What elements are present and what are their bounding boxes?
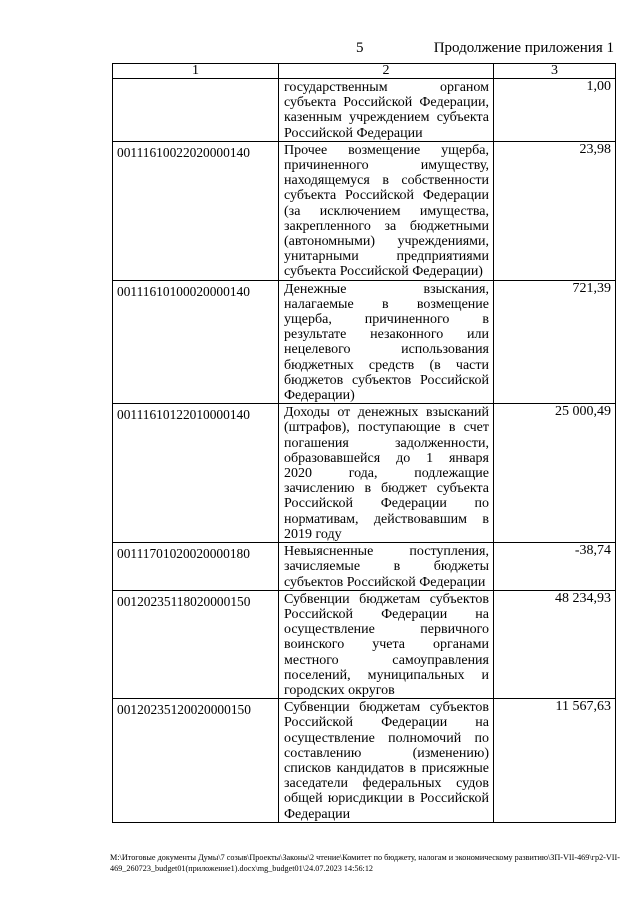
budget-table	[112, 63, 616, 823]
amount: 1,00	[494, 79, 616, 142]
description-line: зачислению в бюджет субъекта	[284, 481, 489, 497]
column-header-2: 2	[279, 64, 494, 79]
description-line: Российской Федерации по	[284, 496, 489, 512]
description-line: налагаемые в возмещение	[284, 296, 489, 312]
description-line: поселений, муниципальных и	[284, 667, 489, 683]
description-line: заседатели федеральных судов	[284, 776, 489, 792]
description-line: (штрафов), поступающие в счет	[284, 420, 489, 436]
description-line: (автономными) учреждениями,	[284, 234, 489, 250]
description-line: Российской Федерации на	[284, 715, 489, 731]
amount: -38,74	[494, 543, 616, 591]
description-line: Российской Федерации на	[284, 606, 489, 622]
description-line: зачисляемые в бюджеты	[284, 559, 489, 575]
description-line: 2019 году	[284, 526, 342, 542]
file-path-line-2: 469_260723_budget01(приложение1).docx\mg_budget01\24.07.2023 14:56:12	[110, 864, 374, 873]
income-description	[279, 404, 494, 543]
amount: 48 234,93	[494, 590, 616, 698]
description-line: Невыясненные поступления,	[284, 544, 489, 560]
classification-code: 00120235120020000150	[113, 699, 279, 823]
description-line: общей юрисдикции в Российской	[284, 791, 489, 807]
column-header-1: 1	[113, 64, 279, 79]
classification-code: 00111610122010000140	[113, 404, 279, 543]
classification-code: 00111610022020000140	[113, 141, 279, 280]
table-row	[113, 590, 616, 698]
description-line: государственным органом	[284, 80, 489, 95]
continuation-label: Продолжение приложения 1	[433, 40, 614, 56]
column-header-3: 3	[494, 64, 616, 79]
description-line: Федерации)	[284, 388, 355, 404]
classification-code: 00111701020020000180	[113, 543, 279, 591]
table-row	[113, 280, 616, 404]
table-row	[113, 79, 616, 142]
income-description	[279, 141, 494, 280]
description-line: Федерации	[284, 806, 351, 822]
description-line: Доходы от денежных взысканий	[284, 405, 489, 421]
description-line: осуществление первичного	[284, 622, 489, 638]
description-line: ущерба, причиненного в	[284, 312, 489, 328]
description-line: местного самоуправления	[284, 652, 489, 668]
table-row	[113, 141, 616, 280]
amount: 11 567,63	[494, 699, 616, 823]
description-line: находящемуся в собственности	[284, 173, 489, 189]
description-line: нормативам, действовавшим в	[284, 511, 489, 527]
description-line: погашения задолженности,	[284, 435, 489, 451]
table-row	[113, 543, 616, 591]
description-line: бюджетных средств (в части	[284, 357, 489, 373]
income-description	[279, 543, 494, 591]
description-line: 2020 года, подлежащие	[284, 466, 489, 482]
description-line: Субвенции бюджетам субъектов	[284, 591, 489, 607]
description-line: унитарными предприятиями	[284, 249, 489, 265]
description-line: составлению (изменению)	[284, 745, 489, 761]
description-line: воинского учета органами	[284, 637, 489, 653]
description-line: закрепленного за бюджетными	[284, 218, 489, 234]
description-line: Субвенции бюджетам субъектов	[284, 700, 489, 716]
table-row	[113, 404, 616, 543]
amount: 23,98	[494, 141, 616, 280]
description-line: причиненного имуществу,	[284, 158, 489, 174]
description-line: списков кандидатов в присяжные	[284, 760, 489, 776]
income-description	[279, 280, 494, 404]
file-path-line-1: М:\Итоговые документы Думы\7 созыв\Проекты\Законы\2 чтение\Комитет по бюджету, налогам и экономическому развитию\ЗП-VII-469\гр2-VII-	[110, 853, 620, 862]
income-description	[279, 699, 494, 823]
description-line: осуществление полномочий по	[284, 730, 489, 746]
description-line: Денежные взыскания,	[284, 281, 489, 297]
amount: 25 000,49	[494, 404, 616, 543]
description-line: бюджетов субъектов Российской	[284, 372, 489, 388]
classification-code: 00111610100020000140	[113, 280, 279, 404]
income-description	[279, 590, 494, 698]
description-line: Российской Федерации	[284, 125, 423, 141]
description-line: городских округов	[284, 682, 395, 698]
classification-code	[113, 79, 279, 142]
amount: 721,39	[494, 280, 616, 404]
description-line: Прочее возмещение ущерба,	[284, 142, 489, 158]
column-number-row	[113, 64, 616, 79]
description-line: результате незаконного или	[284, 327, 489, 343]
description-line: субъекта Российской Федерации	[284, 188, 489, 204]
table-row	[113, 699, 616, 823]
classification-code: 00120235118020000150	[113, 590, 279, 698]
income-description	[279, 79, 494, 142]
description-line: (за исключением имущества,	[284, 203, 489, 219]
description-line: казенным учреждением субъекта	[284, 110, 489, 126]
file-path-footer	[110, 852, 620, 874]
description-line: субъекта Российской Федерации,	[284, 95, 489, 111]
description-line: образовавшейся до 1 января	[284, 450, 489, 466]
page-number: 5	[356, 40, 364, 56]
description-line: субъектов Российской Федерации	[284, 574, 486, 590]
description-line: субъекта Российской Федерации)	[284, 264, 483, 280]
description-line: нецелевого использования	[284, 342, 489, 358]
